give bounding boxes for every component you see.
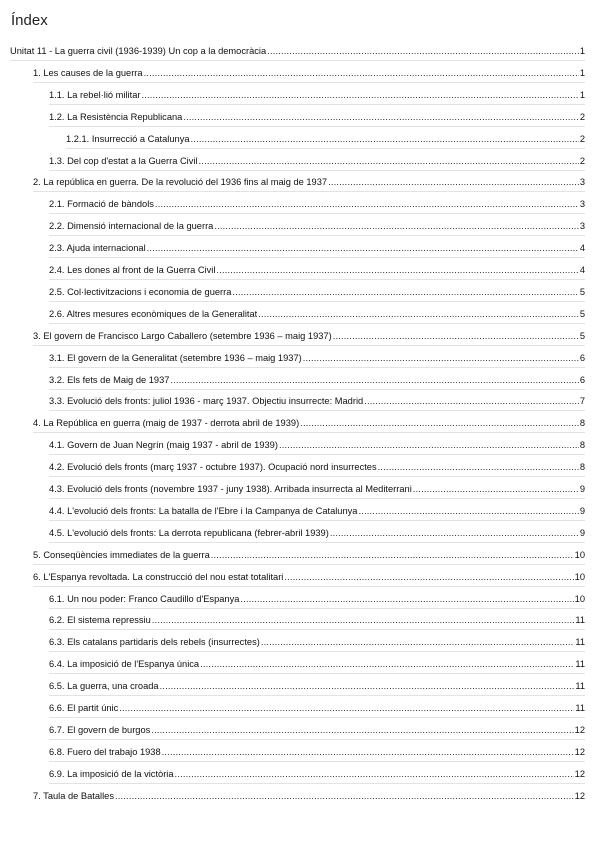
toc-entry-label: 2.5. Col·lectivitzacions i economia de guerra <box>49 286 232 297</box>
toc-entry-label: 5. Conseqüències immediates de la guerra <box>33 549 210 560</box>
toc-entry-label: 7. Taula de Batalles <box>33 790 114 801</box>
row-divider <box>49 170 585 171</box>
toc-entry[interactable] <box>49 218 585 232</box>
toc-entry-page-number: 12 <box>574 768 585 779</box>
dot-leader <box>279 439 579 451</box>
row-divider <box>49 498 585 499</box>
toc-entry-page-number: 4 <box>579 243 585 254</box>
toc-entry-label: 2.3. Ajuda internacional <box>49 243 146 254</box>
row-divider <box>49 608 585 609</box>
toc-entry-page-number: 7 <box>579 396 585 407</box>
row-divider <box>49 629 585 630</box>
toc-entry[interactable] <box>49 591 585 605</box>
toc-entry-label: 2.4. Les dones al front de la Guerra Civil <box>49 265 216 275</box>
dot-leader <box>160 680 575 692</box>
dot-leader <box>211 549 574 561</box>
dot-leader <box>303 352 579 364</box>
toc-entry-page-number: 11 <box>575 681 585 692</box>
toc-entry[interactable] <box>49 87 585 101</box>
toc-entry-page-number: 1 <box>579 89 585 100</box>
row-divider <box>49 301 585 302</box>
row-divider <box>49 389 585 390</box>
toc-entry[interactable] <box>33 415 585 429</box>
toc-entry-label: 6.5. La guerra, una croada <box>49 681 159 692</box>
toc-entry[interactable] <box>66 131 585 145</box>
toc-entry[interactable] <box>33 174 585 188</box>
toc-entry-label: 6.9. La imposició de la victòria <box>49 768 174 779</box>
toc-entry-label: 1.3. Del cop d'estat a la Guerra Civil <box>49 155 198 166</box>
toc-entry-label: 3.2. Els fets de Maig de 1937 <box>49 374 170 385</box>
dot-leader <box>261 636 575 648</box>
dot-leader <box>119 702 574 714</box>
toc-entry-label: 4.1. Govern de Juan Negrín (maig 1937 - abril de 1939) <box>49 440 278 451</box>
toc-entry-label: 4.3. Evolució dels fronts (novembre 1937 - juny 1938). Arribada insurrecta al Mediterrani <box>49 484 412 494</box>
toc-entry-label: 3. El govern de Francisco Largo Caballero (setembre 1936 – maig 1937) <box>33 330 332 341</box>
dot-leader <box>141 89 578 101</box>
toc-entry-label: 6.7. El govern de burgos <box>49 724 151 735</box>
dot-leader <box>200 658 574 670</box>
toc-entry-page-number: 10 <box>574 571 585 582</box>
toc-entry[interactable] <box>49 240 585 254</box>
row-divider <box>49 279 585 280</box>
row-divider <box>33 564 585 565</box>
dot-leader <box>328 176 579 188</box>
dot-leader <box>284 571 573 583</box>
toc-entry[interactable] <box>49 372 585 386</box>
toc-entry-page-number: 3 <box>579 221 585 232</box>
toc-entry-page-number: 8 <box>579 462 585 473</box>
toc-entry-label: 2. La república en guerra. De la revolució del 1936 fins al maig de 1937 <box>33 177 328 188</box>
row-divider <box>49 695 585 696</box>
index-title: Índex <box>11 12 48 29</box>
row-divider <box>49 651 585 652</box>
toc-entry-page-number: 6 <box>579 374 585 385</box>
toc-entry[interactable] <box>49 722 585 736</box>
toc-entry-page-number: 11 <box>575 637 585 648</box>
toc-entry[interactable] <box>49 481 585 495</box>
toc-entry[interactable] <box>33 65 585 79</box>
toc-entry-page-number: 11 <box>575 659 585 670</box>
toc-entry-page-number: 2 <box>579 133 585 144</box>
toc-entry-page-number: 12 <box>574 746 585 757</box>
dot-leader <box>191 133 579 145</box>
row-divider <box>49 476 585 477</box>
toc-entry[interactable] <box>49 262 585 276</box>
dot-leader <box>175 768 574 780</box>
toc-entry-label: 4. La República en guerra (maig de 1937 - derrota abril de 1939) <box>33 418 300 429</box>
toc-entry[interactable] <box>49 525 585 539</box>
toc-entry-label: 3.1. El govern de la Generalitat (setembre 1936 – maig 1937) <box>49 352 302 363</box>
toc-entry-label: 6.2. El sistema repressiu <box>49 615 151 626</box>
toc-entry[interactable] <box>49 766 585 780</box>
row-divider <box>49 542 585 543</box>
toc-entry-page-number: 9 <box>579 484 585 494</box>
toc-entry-page-number: 8 <box>579 440 585 451</box>
toc-entry[interactable] <box>49 153 585 167</box>
row-divider <box>33 191 585 192</box>
dot-leader <box>358 505 578 517</box>
toc-entry-label: 1.2. La Resistència Republicana <box>49 111 183 122</box>
toc-entry-label: 2.6. Altres mesures econòmiques de la Generalitat <box>49 308 258 319</box>
toc-entry[interactable] <box>49 612 585 626</box>
toc-entry-page-number: 12 <box>574 724 585 735</box>
dot-leader <box>232 286 578 298</box>
dot-leader <box>151 724 573 736</box>
dot-leader <box>300 417 579 429</box>
row-divider <box>49 673 585 674</box>
toc-entry[interactable] <box>49 437 585 451</box>
toc-entry[interactable] <box>10 43 585 57</box>
dot-leader <box>183 111 578 123</box>
toc-entry-label: 4.5. L'evolució dels fronts: La derrota republicana (febrer-abril 1939) <box>49 527 329 538</box>
dot-leader <box>214 220 578 232</box>
toc-entry-label: 4.2. Evolució dels fronts (març 1937 - octubre 1937). Ocupació nord insurrectes <box>49 462 377 473</box>
toc-entry-label: 6.6. El partit únic <box>49 703 119 713</box>
toc-entry-label: 3.3. Evolució dels fronts: juliol 1936 - març 1937. Objectiu insurrecte: Madrid <box>49 396 364 407</box>
row-divider <box>49 104 585 105</box>
toc-entry[interactable] <box>49 459 585 473</box>
toc-entry-page-number: 1 <box>579 46 585 56</box>
toc-entry-label: 1.1. La rebel·lió militar <box>49 89 141 100</box>
row-divider <box>33 586 585 587</box>
dot-leader <box>147 242 579 254</box>
row-divider <box>49 783 585 784</box>
toc-entry-label: 2.2. Dimensió internacional de la guerra <box>49 221 214 232</box>
toc-entry-page-number: 5 <box>579 308 585 319</box>
toc-entry[interactable] <box>33 569 585 583</box>
toc-entry-page-number: 5 <box>579 330 585 341</box>
row-divider <box>49 739 585 740</box>
toc-entry[interactable] <box>49 700 585 714</box>
dot-leader <box>115 790 574 802</box>
toc-entry-page-number: 11 <box>575 615 585 626</box>
row-divider <box>49 323 585 324</box>
row-divider <box>49 761 585 762</box>
toc-entry-page-number: 8 <box>579 418 585 429</box>
row-divider <box>33 345 585 346</box>
toc-entry-label: 6.8. Fuero del trabajo 1938 <box>49 746 161 757</box>
toc-entry-label: 6.1. Un nou poder: Franco Caudillo d'Espanya <box>49 593 240 604</box>
dot-leader <box>216 264 578 276</box>
toc-entry-page-number: 9 <box>579 527 585 538</box>
toc-entry-page-number: 6 <box>579 352 585 363</box>
toc-entry-page-number: 5 <box>579 286 585 297</box>
dot-leader <box>413 483 579 495</box>
toc-entry-label: 2.1. Formació de bàndols <box>49 199 154 210</box>
toc-entry[interactable] <box>49 656 585 670</box>
row-divider <box>33 432 585 433</box>
dot-leader <box>333 330 579 342</box>
dot-leader <box>170 374 578 386</box>
dot-leader <box>240 593 573 605</box>
toc-entry[interactable] <box>49 284 585 298</box>
toc-entry-page-number: 10 <box>574 593 585 604</box>
toc-entry[interactable] <box>49 109 585 123</box>
toc-entry-page-number: 12 <box>574 790 585 801</box>
toc-entry[interactable] <box>49 350 585 364</box>
toc-entry[interactable] <box>49 393 585 407</box>
toc-entry-page-number: 2 <box>579 155 585 166</box>
dot-leader <box>364 395 579 407</box>
toc-entry[interactable] <box>49 678 585 692</box>
dot-leader <box>144 67 579 79</box>
toc-entry-page-number: 1 <box>579 67 585 78</box>
row-divider <box>49 454 585 455</box>
toc-entry-label: 1.2.1. Insurrecció a Catalunya <box>66 133 190 144</box>
toc-entry[interactable] <box>49 196 585 210</box>
dot-leader <box>152 614 575 626</box>
row-divider <box>49 367 585 368</box>
row-divider <box>49 257 585 258</box>
toc-entry-label: Unitat 11 - La guerra civil (1936-1939) Un cop a la democràcia <box>10 46 267 56</box>
toc-entry[interactable] <box>49 634 585 648</box>
toc-entry-page-number: 3 <box>579 177 585 188</box>
row-divider <box>49 520 585 521</box>
toc-entry-label: 6. L'Espanya revoltada. La construcció del nou estat totalitari <box>33 571 284 582</box>
row-divider <box>10 60 585 61</box>
toc-entry-label: 4.4. L'evolució dels fronts: La batalla de l'Ebre i la Campanya de Catalunya <box>49 505 358 516</box>
dot-leader <box>258 308 579 320</box>
dot-leader <box>267 45 579 57</box>
toc-entry-label: 6.3. Els catalans partidaris dels rebels (insurrectes) <box>49 637 260 648</box>
toc-entry[interactable] <box>33 328 585 342</box>
toc-entry-page-number: 3 <box>579 199 585 210</box>
toc-entry[interactable] <box>49 503 585 517</box>
toc-entry[interactable] <box>49 306 585 320</box>
row-divider <box>66 148 585 149</box>
toc-entry-page-number: 4 <box>579 265 585 275</box>
row-divider <box>49 717 585 718</box>
row-divider <box>33 82 585 83</box>
toc-entry-label: 6.4. La imposició de l'Espanya única <box>49 659 200 670</box>
toc-entry-page-number: 2 <box>579 111 585 122</box>
row-divider <box>49 235 585 236</box>
row-divider <box>49 410 585 411</box>
dot-leader <box>330 527 579 539</box>
dot-leader <box>199 155 579 167</box>
row-divider <box>49 213 585 214</box>
dot-leader <box>378 461 579 473</box>
toc-entry-label: 1. Les causes de la guerra <box>33 67 143 78</box>
toc-entry[interactable] <box>33 547 585 561</box>
row-divider <box>49 126 585 127</box>
toc-entry-page-number: 9 <box>579 505 585 516</box>
dot-leader <box>155 198 579 210</box>
toc-entry-page-number: 11 <box>575 703 585 713</box>
toc-entry-page-number: 10 <box>574 549 585 560</box>
toc-entry[interactable] <box>49 744 585 758</box>
dot-leader <box>162 746 574 758</box>
toc-entry[interactable] <box>33 788 585 802</box>
